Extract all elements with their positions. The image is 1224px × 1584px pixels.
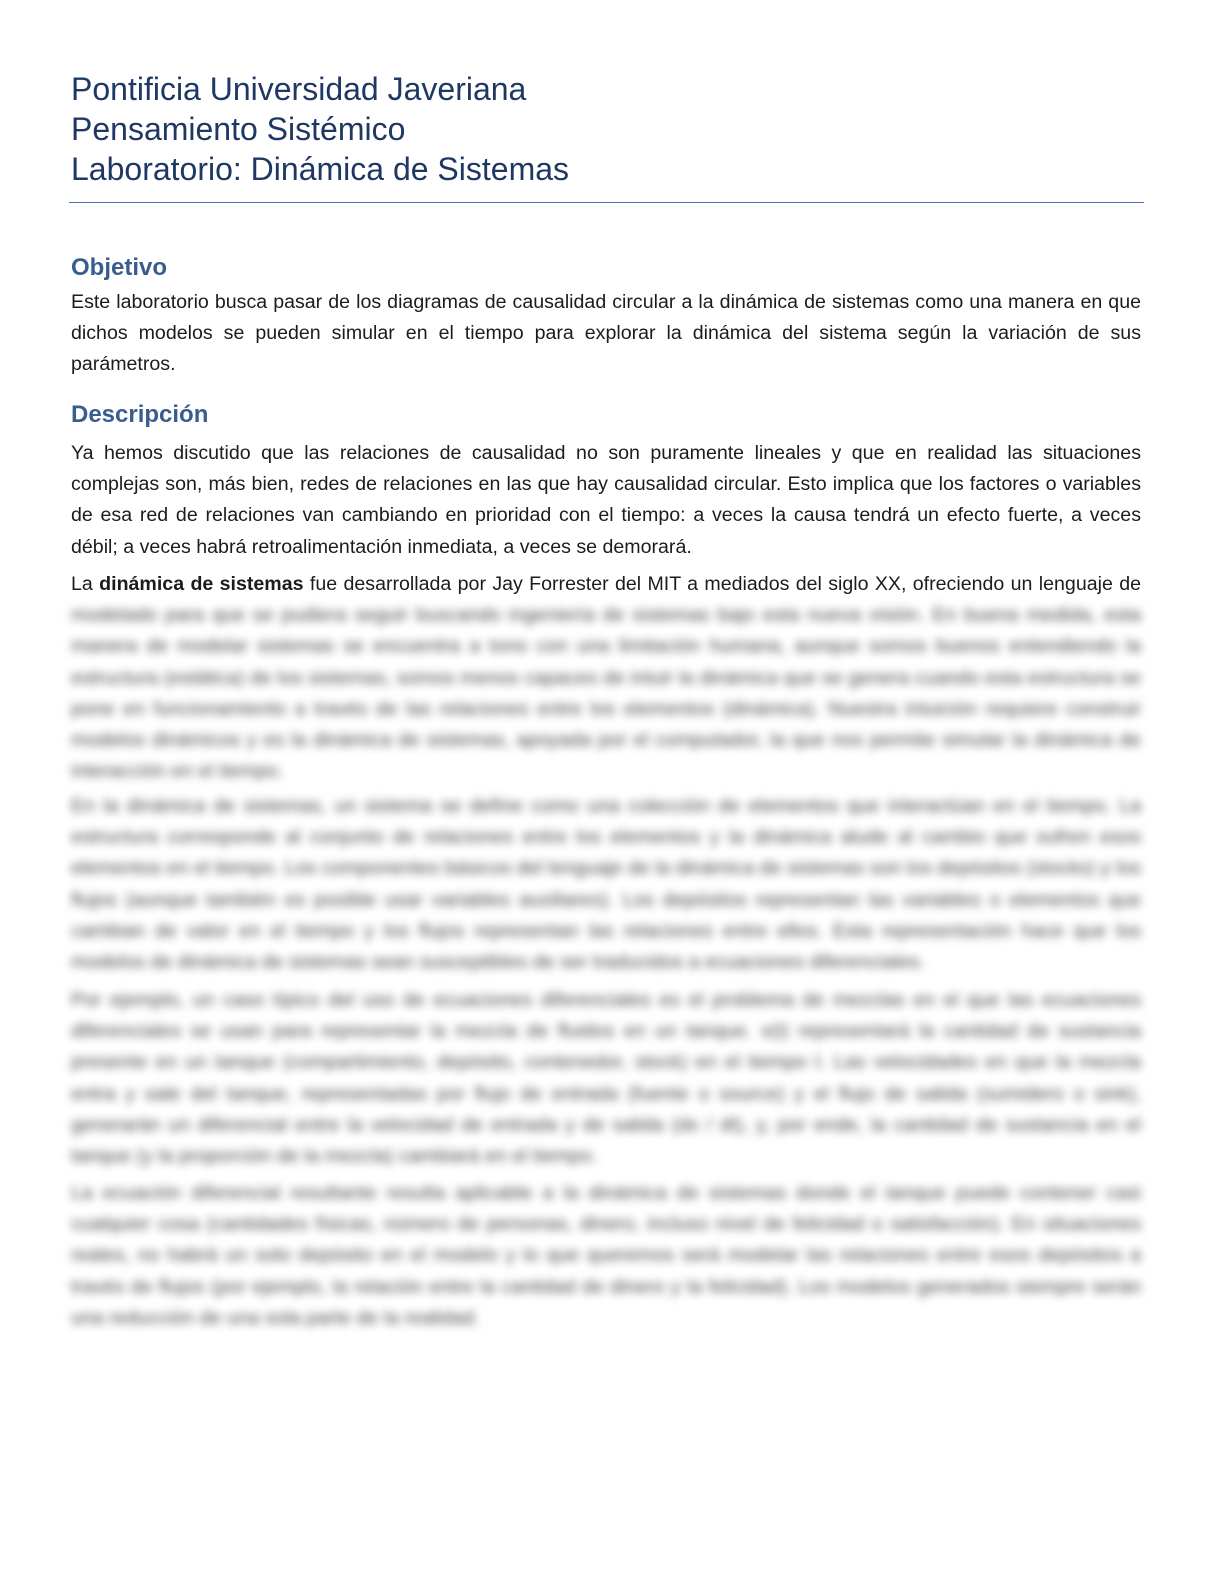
p2-bold-term: dinámica de sistemas: [99, 573, 304, 595]
lab-title: Laboratorio: Dinámica de Sistemas: [71, 151, 570, 187]
descripcion-paragraph-4: Por ejemplo, un caso típico del uso de ecuaciones diferenciales es el problema de mezclas en el que las ecuaciones diferenciales se usan para representar la mezcla de fluidos en un tanque. x(t) representará la cantidad de sustancia presente en un tanque (compartimiento, depósito, contenedor, stock) en el tiempo t. Las velocidades en que la mezcla entra y sale del tanque, representadas por flujo de entrada (fuente o source) y el flujo de salida (sumidero o sink), generarán un diferencial entre la velocidad de entrada y de salida (dx / dt), y, por ende, la cantidad de sustancia en el tanque (y la proporción de la mezcla) cambiará en el tiempo.: [71, 989, 1141, 1168]
header-divider: [69, 202, 1144, 203]
descripcion-paragraph-1: Ya hemos discutido que las relaciones de causalidad no son puramente lineales y que en realidad las situaciones complejas son, más bien, redes de relaciones en las que hay causalidad circular. Esto implica que los factores o variables de esa red de relaciones van cambiando en prioridad con el tiempo: a veces la causa tendrá un efecto fuerte, a veces débil; a veces habrá retroalimentación inmediata, a veces se demorará.: [71, 442, 1141, 558]
p2-prefix: La: [71, 573, 93, 595]
descripcion-paragraph-3: En la dinámica de sistemas, un sistema se define como una colección de elementos que interactúan en el tiempo. La estructura corresponde al conjunto de relaciones entre los elementos y la dinámica alude al cambio que sufren esos elementos en el tiempo. Los componentes básicos del lenguaje de la dinámica de sistemas son los depósitos (stocks) y los flujos (aunque también es posible usar variables auxiliares). Los depósitos representan las variables o elementos que cambian de valor en el tiempo y los flujos representan las relaciones entre ellos. Esta representación hace que los modelos de dinámica de sistemas sean susceptibles de ser traducidos a ecuaciones diferenciales.: [71, 795, 1141, 974]
descripcion-heading: Descripción: [71, 401, 209, 428]
descripcion-paragraph-2: [71, 569, 1141, 787]
course-title: Pensamiento Sistémico: [71, 111, 406, 147]
p2-blurred-text: modelado para que se pudiera seguir buscando ingeniería de sistemas bajo esta nueva visión. En buena medida, esta manera de modelar sistemas se encuentra a tono con una limitación humana, aunque somos buenos entendiendo la estructura (estática) de los sistemas, somos menos capaces de intuir la dinámica que se genera cuando esta estructura se pone en funcionamiento a través de las relaciones entre los elementos (dinámica). Nuestra intuición requiere construir modelos dinámicos y es la dinámica de sistemas, apoyada por el computador, la que nos permite simular la dinámica de interacción en el tiempo.: [71, 604, 1141, 783]
document-header: [71, 72, 1144, 186]
p2-first-line: fue desarrollada por Jay Forrester del MIT a mediados del siglo XX, ofreciendo un lenguaje de: [309, 573, 1141, 595]
objetivo-text: Este laboratorio busca pasar de los diagramas de causalidad circular a la dinámica de sistemas como una manera en que dichos modelos se pueden simular en el tiempo para explorar la dinámica del sistema según la variación de sus parámetros.: [71, 291, 1141, 376]
objetivo-heading: Objetivo: [71, 254, 168, 281]
descripcion-paragraph-5: La ecuación diferencial resultante resulta aplicable a la dinámica de sistemas donde el tanque puede contener casi cualquier cosa (cantidades físicas, número de personas, dinero, incluso nivel de felicidad o satisfacción). En situaciones reales, no habrá un solo depósito en el modelo y lo que queremos será modelar las relaciones entre esos depósitos a través de flujos (por ejemplo, la relación entre la cantidad de dinero y la felicidad). Los modelos generados siempre serán una reducción de una sola parte de la realidad.: [71, 1182, 1141, 1329]
institution-title: Pontificia Universidad Javeriana: [71, 71, 527, 107]
